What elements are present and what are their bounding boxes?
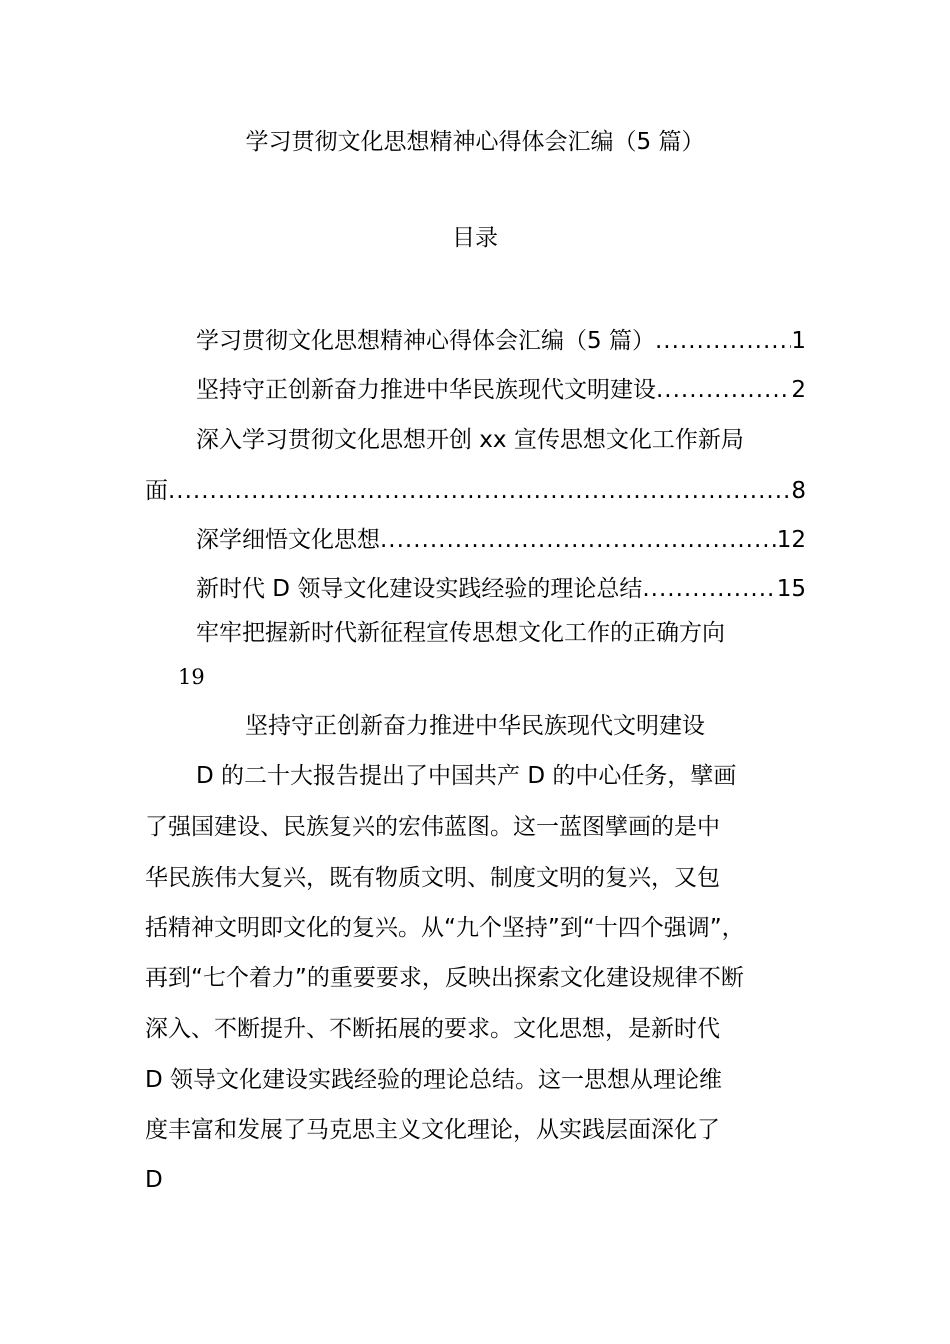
body-paragraph-line: 华民族伟大复兴，既有物质文明、制度文明的复兴，又包	[145, 865, 720, 891]
toc-entry-page: 1	[791, 328, 806, 354]
body-paragraph-line: 了强国建设、民族复兴的宏伟蓝图。这一蓝图擘画的是中	[145, 814, 720, 840]
toc-entry-page: 8	[791, 478, 806, 504]
toc-entry-page: 19	[178, 665, 205, 689]
toc-leader-dots	[656, 371, 791, 409]
section-title: 坚持守正创新奋力推进中华民族现代文明建设	[245, 713, 705, 739]
toc-entry-page: 2	[791, 377, 806, 403]
toc-entry[interactable]	[196, 521, 806, 559]
body-paragraph-line: D 领导文化建设实践经验的理论总结。这一思想从理论维	[145, 1067, 723, 1093]
toc-entry-title[interactable]: 牢牢把握新时代新征程宣传思想文化工作的正确方向	[196, 620, 725, 646]
toc-leader-dots	[642, 570, 776, 608]
toc-entry[interactable]	[196, 322, 806, 360]
toc-entry-title: 学习贯彻文化思想精神心得体会汇编（5 篇）	[196, 328, 655, 354]
toc-leader-dots	[655, 322, 791, 360]
body-paragraph-line: 再到“七个着力”的重要要求，反映出探索文化建设规律不断	[145, 965, 744, 991]
toc-entry-title: 深学细悟文化思想	[196, 527, 380, 553]
toc-leader-dots	[380, 521, 777, 559]
toc-entry-title: 坚持守正创新奋力推进中华民族现代文明建设	[196, 377, 656, 403]
document-title: 学习贯彻文化思想精神心得体会汇编（5 篇）	[245, 129, 705, 155]
toc-heading: 目录	[452, 225, 498, 251]
body-paragraph-line: 括精神文明即文化的复兴。从“九个坚持”到“十四个强调”，	[145, 915, 745, 941]
toc-entry[interactable]	[196, 570, 806, 608]
toc-entry-title: 新时代 D 领导文化建设实践经验的理论总结	[196, 576, 643, 602]
toc-entry-continuation[interactable]	[145, 472, 806, 510]
toc-entry-page: 12	[776, 527, 806, 553]
toc-entry-title-line2: 面	[145, 478, 168, 504]
toc-entry-page: 15	[776, 576, 806, 602]
toc-entry-title-line1[interactable]: 深入学习贯彻文化思想开创 xx 宣传思想文化工作新局	[196, 427, 744, 453]
toc-entry[interactable]	[196, 371, 806, 409]
toc-leader-dots	[168, 472, 791, 510]
body-paragraph-line: D	[145, 1167, 163, 1193]
body-paragraph-line: 度丰富和发展了马克思主义文化理论，从实践层面深化了	[145, 1117, 720, 1143]
body-paragraph-line: D 的二十大报告提出了中国共产 D 的中心任务，擘画	[196, 763, 737, 789]
body-paragraph-line: 深入、不断提升、不断拓展的要求。文化思想，是新时代	[145, 1016, 720, 1042]
